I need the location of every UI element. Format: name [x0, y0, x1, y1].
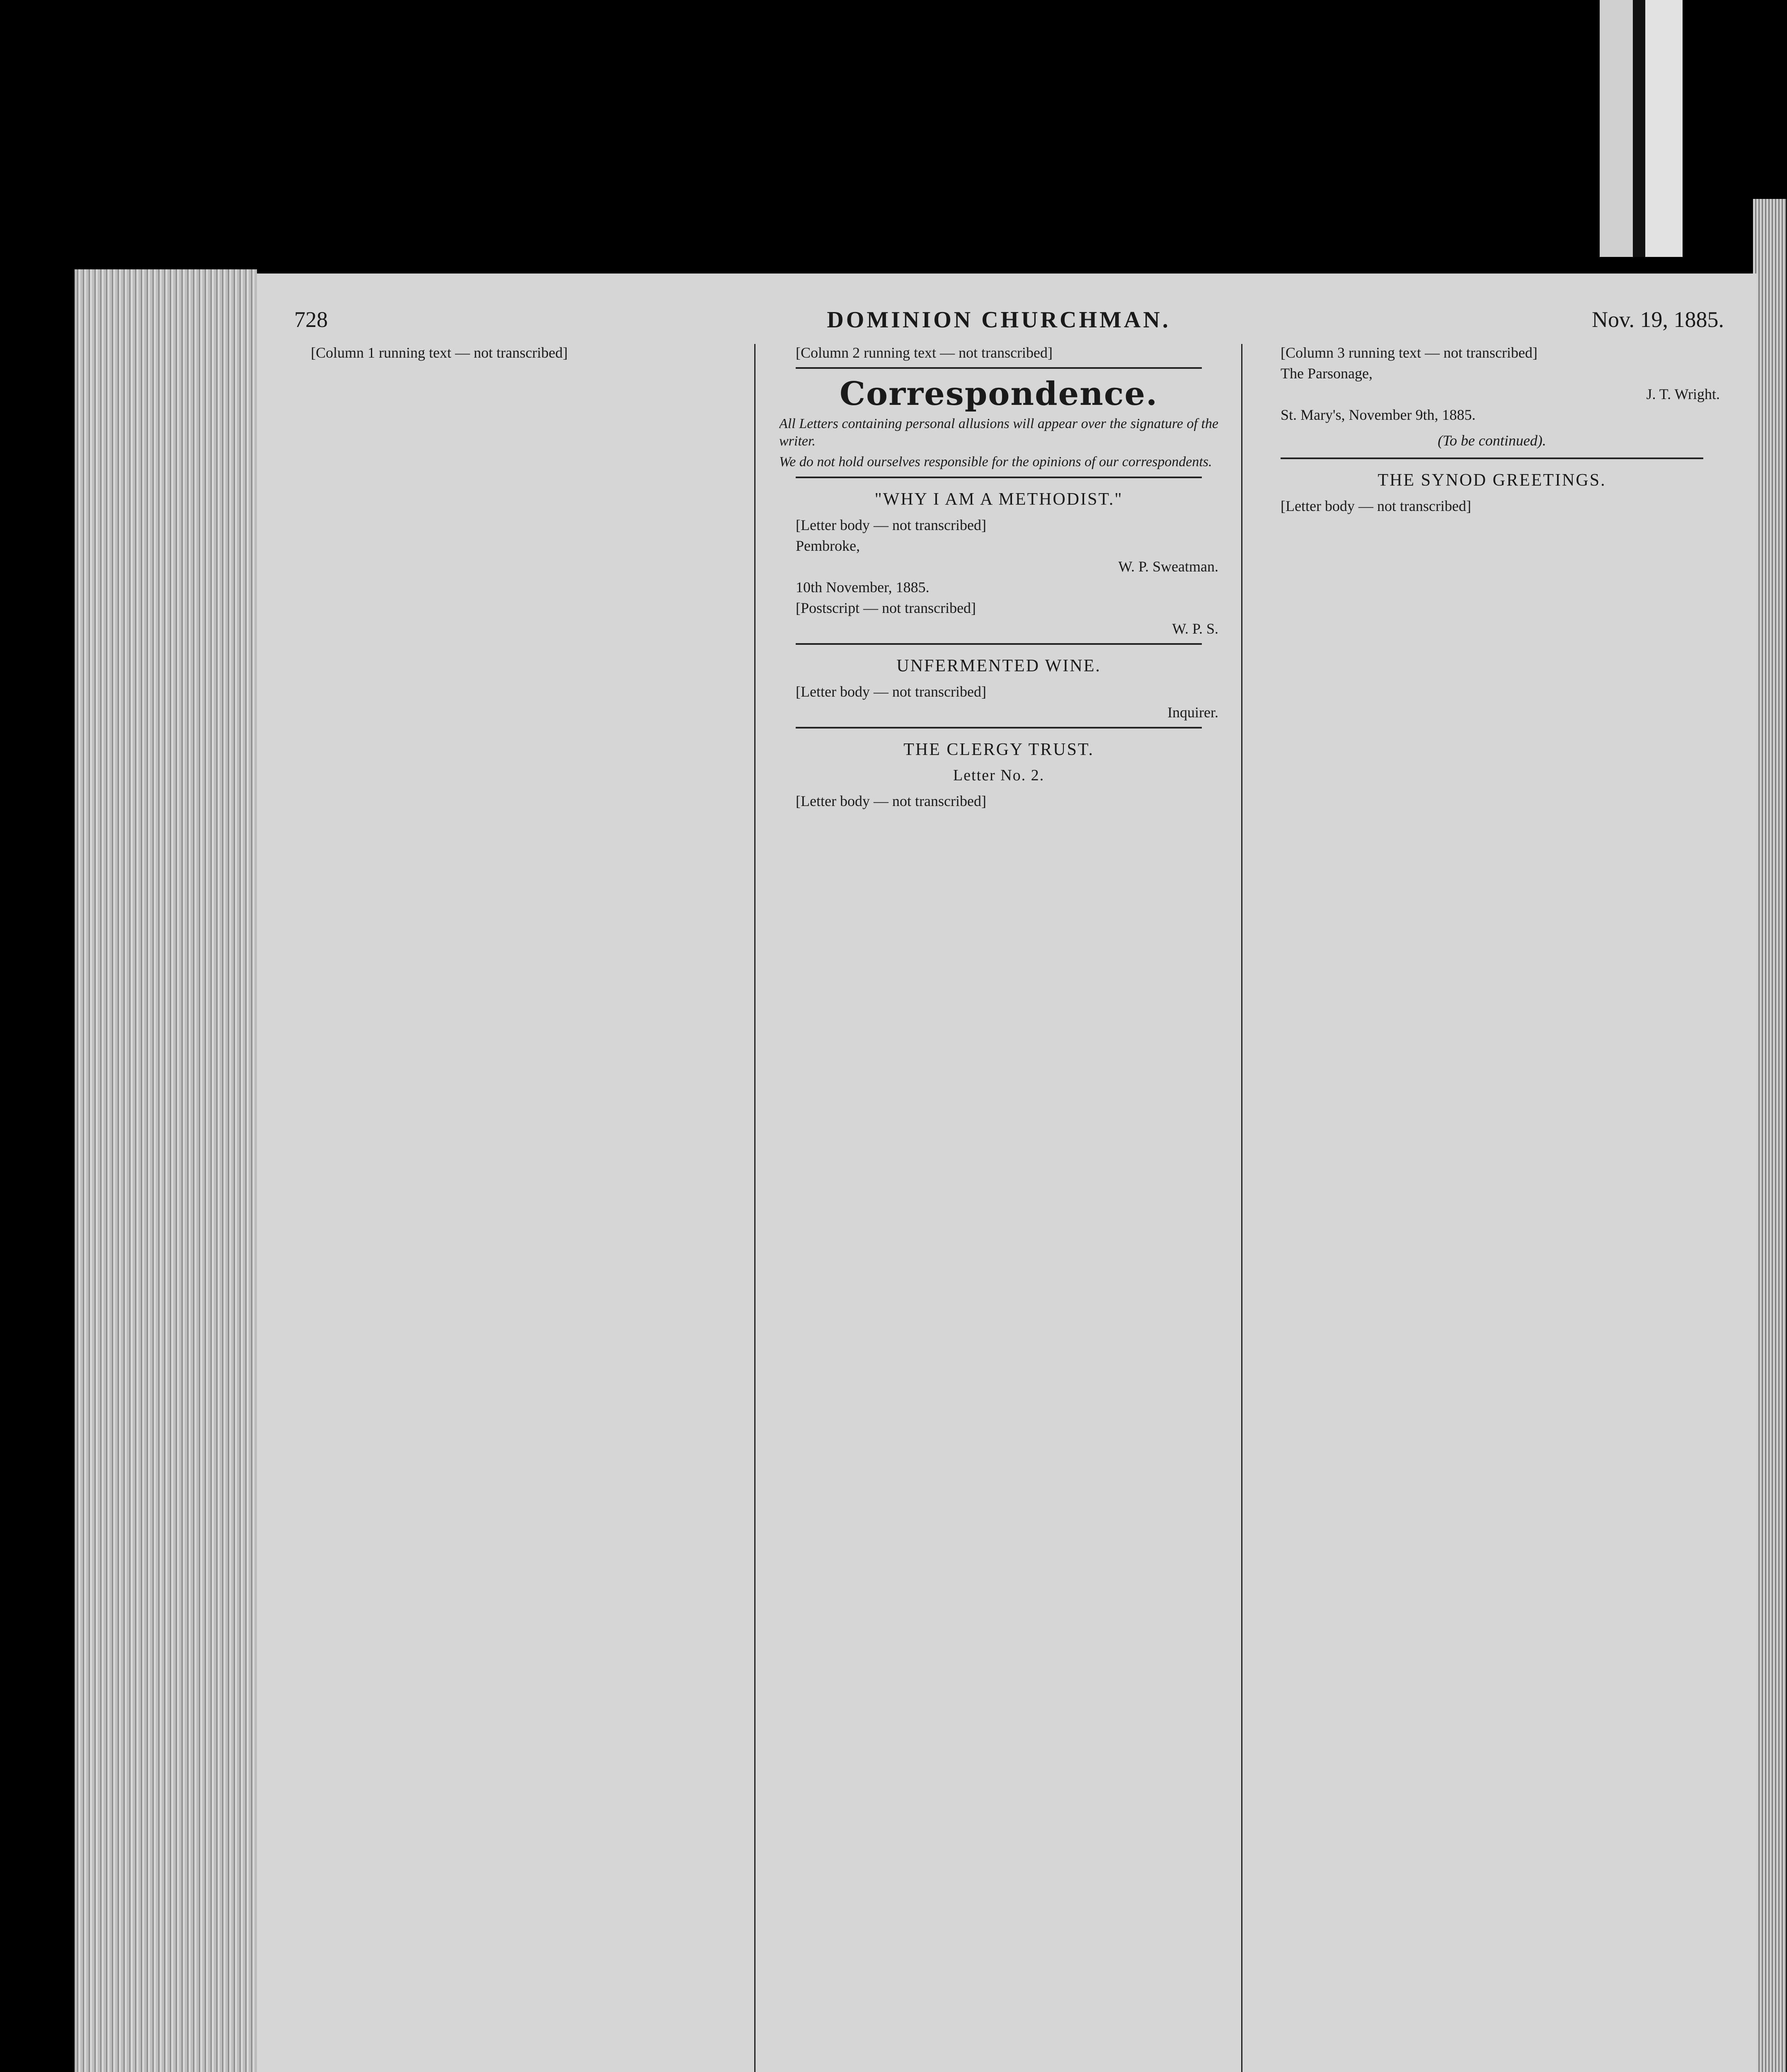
letter-title: UNFERMENTED WINE. — [896, 656, 1101, 675]
letter-signature: W. P. S. — [1172, 620, 1218, 637]
section-rule — [796, 643, 1202, 645]
scan-corner-slips — [1600, 0, 1683, 257]
letter-signature: W. P. Sweatman. — [1118, 558, 1218, 575]
article-paragraph: [Column 2 running text — not transcribed] — [796, 344, 1053, 361]
page-number: 728 — [294, 307, 328, 332]
masthead: DOMINION CHURCHMAN. — [827, 307, 1171, 333]
letter-place: The Parsonage, — [1281, 365, 1373, 382]
letter-paragraph: [Column 3 running text — not transcribed] — [1281, 344, 1538, 361]
letter-paragraph: [Letter body — not transcribed] — [1281, 498, 1471, 514]
section-rule — [796, 477, 1202, 478]
section-rule — [1281, 457, 1703, 459]
book-page-edges-right — [1753, 199, 1786, 2072]
newspaper-page — [257, 274, 1757, 2072]
column-rule — [754, 344, 755, 2072]
continued-note: (To be continued). — [1438, 432, 1546, 449]
letter-paragraph: [Letter body — not transcribed] — [796, 683, 986, 700]
letter-signature: J. T. Wright. — [1646, 386, 1720, 402]
letter-title: THE SYNOD GREETINGS. — [1378, 471, 1606, 490]
letter-date: 10th November, 1885. — [796, 579, 930, 595]
book-page-edges — [75, 269, 257, 2072]
letter-signature: Inquirer. — [1167, 704, 1218, 721]
issue-date: Nov. 19, 1885. — [1592, 307, 1724, 332]
column-rule — [1241, 344, 1242, 2072]
letter-postscript: [Postscript — not transcribed] — [796, 600, 976, 616]
editorial-notice: All Letters containing personal allusions will appear over the signature of the writer. — [779, 416, 1218, 449]
section-rule — [796, 727, 1202, 729]
section-rule — [796, 367, 1202, 369]
editorial-notice: We do not hold ourselves responsible for the opinions of our correspondents. — [779, 454, 1212, 470]
letter-paragraph: [Letter body — not transcribed] — [796, 793, 986, 809]
column-2 — [779, 344, 1218, 2072]
section-heading: Correspondence. — [839, 375, 1158, 413]
article-paragraph: [Column 1 running text — not transcribed] — [311, 344, 568, 361]
letter-place: Pembroke, — [796, 537, 860, 554]
letter-subtitle: Letter No. 2. — [953, 767, 1045, 784]
page-header — [294, 307, 1724, 340]
letter-title: THE CLERGY TRUST. — [903, 740, 1094, 759]
column-3 — [1264, 344, 1720, 2072]
column-1 — [294, 344, 734, 2072]
letter-paragraph: [Letter body — not transcribed] — [796, 517, 986, 533]
letter-date: St. Mary's, November 9th, 1885. — [1281, 407, 1476, 423]
letter-title: "WHY I AM A METHODIST." — [874, 490, 1123, 509]
